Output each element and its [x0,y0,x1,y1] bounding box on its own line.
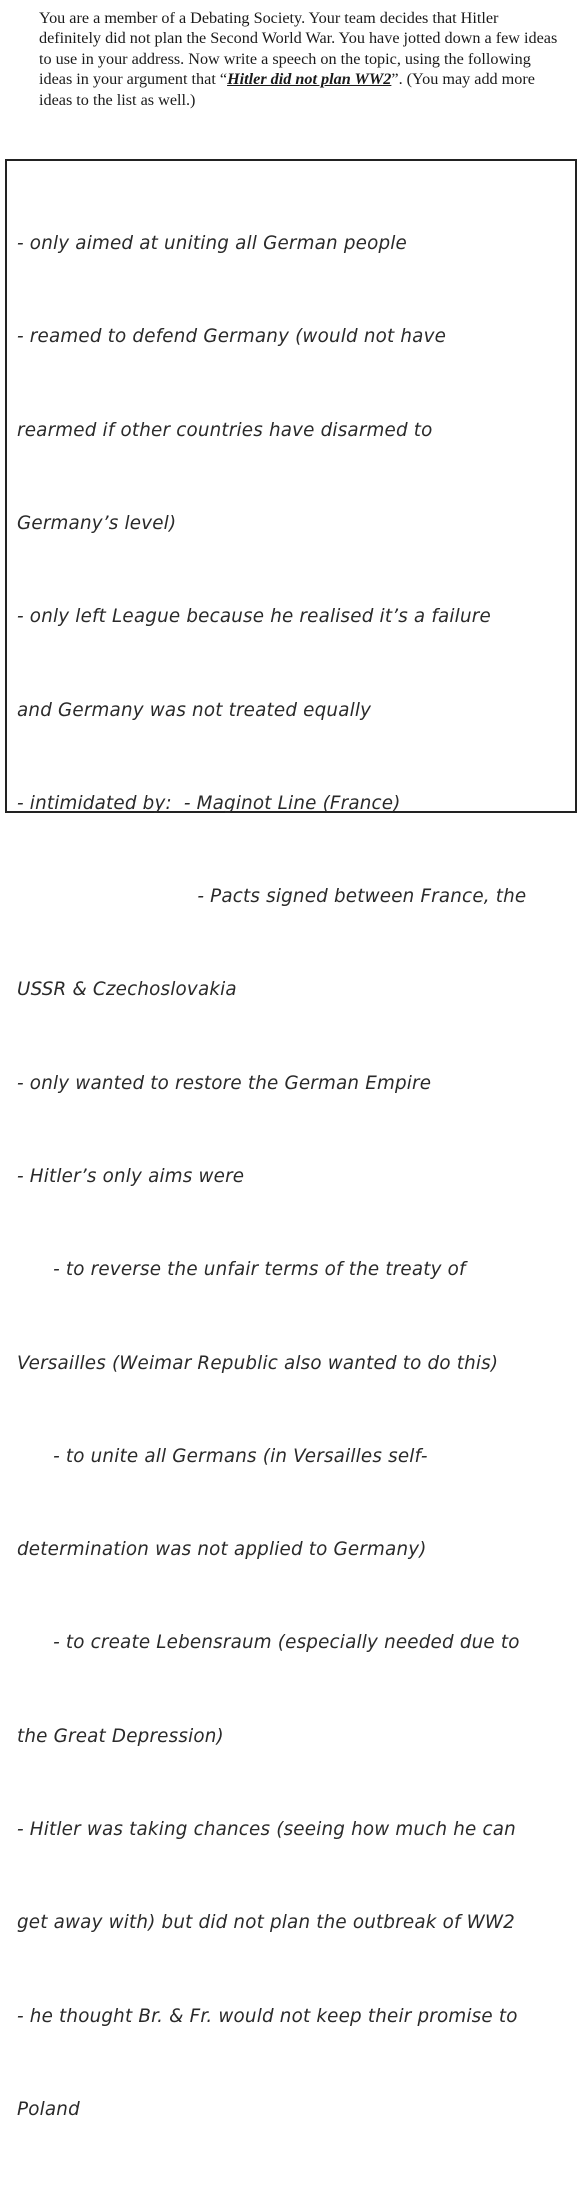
note-line: - to create Lebensraum (especially needed due to [17,1632,520,1654]
note-line: the Great Depression) [17,1725,224,1747]
instructions-text-end: . (You may add more ideas to the list as well.) [39,70,535,109]
note-line: - only wanted to restore the German Empire [17,1072,432,1094]
note-line: - Hitler was taking chances (seeing how much he can [17,1818,516,1840]
note-line: - reamed to defend Germany (would not have [17,326,447,348]
note-line: and Germany was not treated equally [17,699,372,721]
task-instructions [39,8,559,110]
note-line: USSR & Czechoslovakia [17,979,237,1001]
note-line: Poland [17,2098,80,2120]
note-line: - to unite all Germans (in Versailles self- [17,1445,428,1467]
note-line: - he thought Br. & Fr. would not keep their promise to [17,2005,518,2027]
note-line: get away with) but did not plan the outbreak of WW2 [17,1912,515,1934]
instructions-text: You are a member of a Debating Society. Your team decides that Hitler definitely did not plan the Second World War. You have jotted down a few ideas to use in your address. Now write a speech on the topic, using the following ideas in your argument that [39,9,558,89]
note-line: - Hitler’s only aims were [17,1166,245,1187]
handwritten-notes-box [5,159,577,2120]
note-line: rearmed if other countries have disarmed to [17,419,433,441]
note-line: - only left League because he realised it’s a failure [17,606,491,628]
title-open-quote: “ [219,70,228,89]
note-line: - Pacts signed between France, the [17,886,527,908]
note-line: - to reverse the unfair terms of the treaty of [17,1259,466,1281]
speech-title: Hitler did not plan WW2 [227,70,392,89]
note-line: Germany’s level) [17,513,177,535]
note-line: - only aimed at uniting all German people [17,233,407,255]
note-line: - intimidated by: - Maginot Line (France) [17,792,401,814]
note-line: determination was not applied to Germany) [17,1539,427,1561]
title-close-quote: ” [391,70,399,89]
notes-list [17,166,571,2187]
note-line: Versailles (Weimar Republic also wanted to do this) [17,1352,499,1374]
